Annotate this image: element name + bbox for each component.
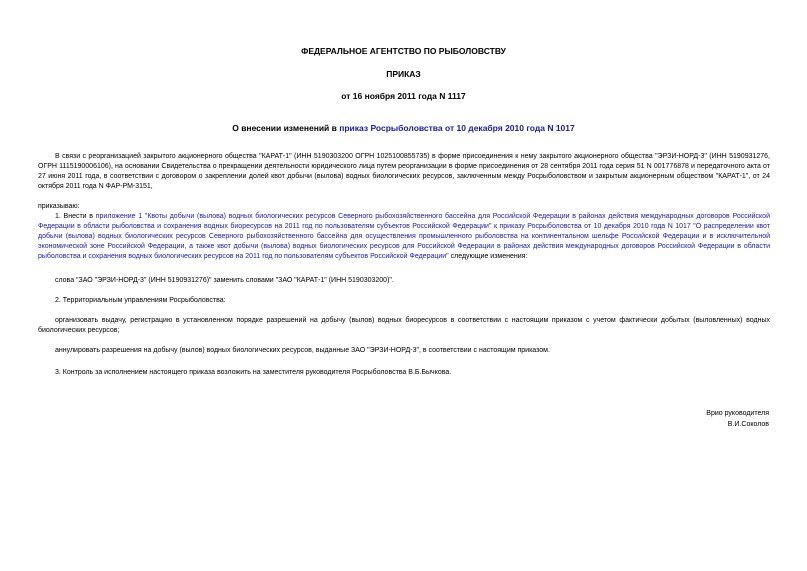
item-1-suffix: следующие изменения: [448,253,528,260]
item-2-paragraph: 2. Территориальным управлениям Росрыболовства: [55,297,226,304]
organize-paragraph: организовать выдачу, регистрацию в установленном порядке разрешений на добычу (вылов) водных биоресурсов в соответствии с настоящим приказом с учетом фактически добытых (выловленных) водных биологических ресурсов; [38,317,770,334]
item-1-paragraph [38,212,770,262]
subject-link[interactable]: приказ Росрыболовства от 10 декабря 2010 года N 1017 [339,123,575,133]
item-1-prefix: 1. Внести в [55,213,96,220]
document-subject [0,123,807,134]
signature-name: В.И.Соколов [727,421,769,428]
cancel-paragraph: аннулировать разрешения на добычу (вылов) водных биологических ресурсов, выданные ЗАО "ЭРЗИ-НОРД-3", в соответствии с настоящим приказом. [55,347,550,354]
intro-paragraph: В связи с реорганизацией закрытого акционерного общества "КАРАТ-1" (ИНН 5190303200 ОГРН 1025100855735) в форме присоединения к нему закрытого акционерного общества "ЭРЗИ-НОРД-3" (ИНН 5190931276, ОГРН 1115190006106), на основании Свидетельства о прекращении деятельности юридического лица путем реорганизации в форме присоединения от 28 сентября 2011 года серия 51 N 001776878 и передаточного акта от 27 июня 2011 года, в соответствии с договором о закреплении долей квот добычи (вылова) водных биологических ресурсов, заключенным между Росрыболовством и закрытым акционерным обществом "КАРАТ-1", от 24 октября 2011 года N ФАР-РМ-3151, [38,153,770,190]
replace-words-paragraph: слова "ЗАО "ЭРЗИ-НОРД-3" (ИНН 5190931276)" заменить словами "ЗАО "КАРАТ-1" (ИНН 5190303200)". [55,277,394,284]
subject-prefix: О внесении изменений в [232,123,340,133]
order-word: приказываю: [38,203,80,210]
annex-link[interactable]: приложение 1 "Квоты добычи (вылова) водных биологических ресурсов Северного рыбохозяйственного бассейна для Российской Федерации в районах действия международных договоров Российской Федерации в области рыболовства и сохранения водных биоресурсов на 2011 год по пользователям субъектов Российской Федерации" к приказу Росрыболовства от 10 декабря 2010 года N 1017 "О распределении квот добычи (вылова) водных биологических ресурсов Северного рыбохозяйственного бассейна для осуществления промышленного рыболовства на континентальном шельфе Российской Федерации и в исключительной экономической зоне Российской Федерации, а также квот добычи (вылова) водных биологических ресурсов для Российской Федерации в районах действия международных договоров Российской Федерации в области рыболовства и сохранения водных биологических ресурсов на 2011 год по пользователям субъектов Российской Федерации" [38,213,770,260]
signature-position: Врио руководителя [706,410,769,417]
item-3-paragraph: 3. Контроль за исполнением настоящего приказа возложить на заместителя руководителя Росрыболовства В.Б.Бычкова. [55,369,452,376]
document-date-number: от 16 ноября 2011 года N 1117 [341,91,466,101]
agency-title: ФЕДЕРАЛЬНОЕ АГЕНТСТВО ПО РЫБОЛОВСТВУ [301,46,506,56]
document-type: ПРИКАЗ [386,69,421,79]
